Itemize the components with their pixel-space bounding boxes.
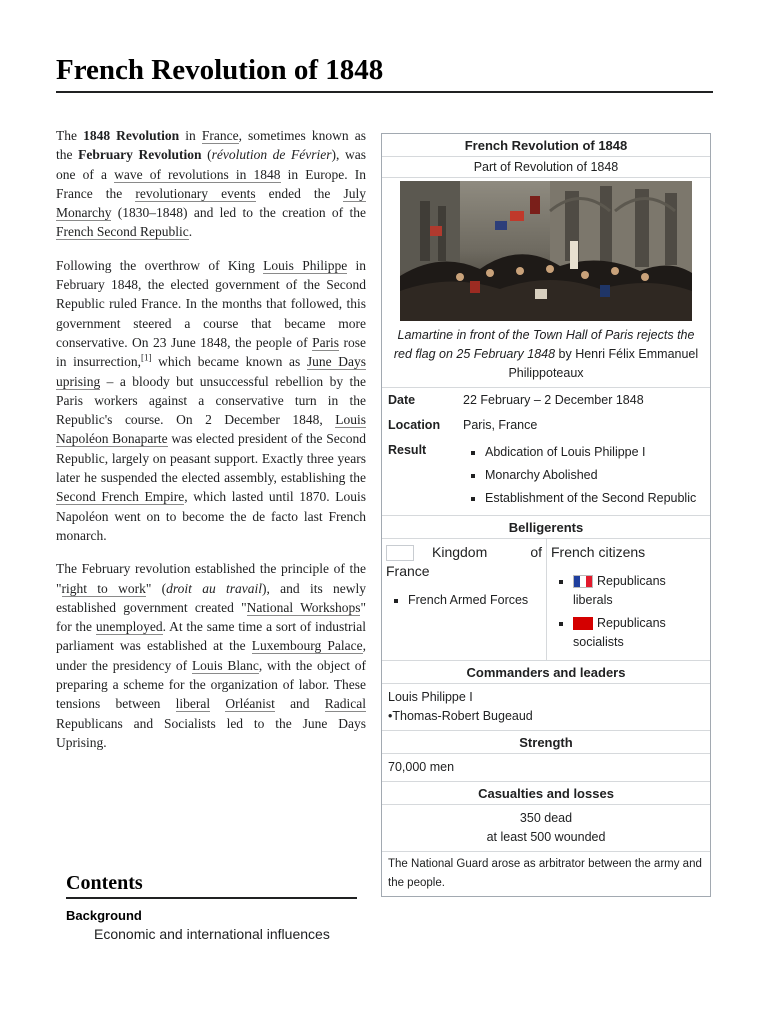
date-value: 22 February – 2 December 1848 [463, 393, 644, 407]
belligerents-row [382, 539, 710, 660]
casualties-values [382, 805, 710, 851]
republicans-socialists-text[interactable]: Republicans socialists [573, 616, 666, 649]
text-run: ended the [255, 185, 344, 201]
text-run: The February revolution established the principle of the " [56, 561, 366, 596]
link-louis-philippe[interactable]: Louis Philippe [263, 257, 348, 273]
bold-term: February Revolution [78, 147, 202, 163]
text-run: rose in insurrection, [56, 334, 367, 370]
strength-header: Strength [382, 730, 710, 754]
caption-italic: Lamartine in front of the Town Hall of Paris rejects the red flag on 25 February 1848 [393, 328, 695, 361]
result-item: ▪ Establishment of the Second Republic [485, 489, 704, 508]
casualties-wounded: at least 500 wounded [486, 830, 606, 844]
strength-value: 70,000 men [388, 760, 455, 774]
commander-item[interactable]: Louis Philippe I [388, 690, 473, 704]
commanders-header: Commanders and leaders [382, 660, 710, 684]
link-french-second-republic[interactable]: French Second Republic [56, 224, 189, 240]
lamartine-painting-image[interactable] [400, 181, 692, 321]
text-run: (1830–1848) and led to the creation of the [111, 205, 366, 221]
text-run: " ( [145, 580, 167, 596]
infobox-row-result [382, 438, 710, 515]
infobox [381, 133, 711, 897]
text-run [210, 696, 225, 711]
text-run: The [56, 128, 84, 143]
commander-name[interactable]: Thomas-Robert Bugeaud [392, 709, 533, 723]
link-louis-napoleon-bonaparte[interactable]: Louis Napoléon Bonaparte [56, 412, 366, 447]
link-wave-of-revolutions[interactable]: wave of revolutions in 1848 [114, 166, 281, 182]
text-run: in [179, 128, 202, 143]
table-of-contents [66, 870, 357, 942]
text-run: , which lasted until 1870. Louis Napoléon went on to become the de facto last French monarch. [56, 489, 367, 543]
contents-divider [66, 897, 357, 899]
text-run: in Europe. In France the [56, 166, 367, 201]
contents-heading: Contents [66, 872, 143, 894]
citizens-forces-list [551, 572, 706, 652]
infobox-subtitle: Part of Revolution of 1848 [382, 157, 710, 178]
location-label: Location [388, 418, 441, 432]
bullet-icon: • [388, 709, 393, 723]
belligerent-kingdom-name [386, 543, 542, 581]
text-run: ( [201, 147, 212, 163]
link-national-workshops[interactable]: National Workshops [246, 599, 361, 615]
result-item: ▪ Monarchy Abolished [485, 466, 704, 485]
text-run: . At the same time a sort of industrial parliament was established at the [56, 619, 366, 654]
commanders-list [382, 684, 710, 730]
link-liberal[interactable]: liberal [175, 696, 211, 712]
citizen-force-item [573, 572, 706, 610]
link-july-monarchy[interactable]: July Monarchy [56, 185, 366, 221]
text-run: Following the overthrow of King [56, 257, 264, 273]
infobox-title: French Revolution of 1848 [382, 134, 710, 157]
kingdom-name-text[interactable]: Kingdom of France [386, 544, 542, 579]
infobox-row-date [382, 388, 710, 413]
paragraph-february-revolution [56, 559, 366, 752]
result-item: ▪ Abdication of Louis Philippe I [485, 443, 704, 462]
toc-item-economic-influences[interactable]: Economic and international influences [94, 926, 330, 942]
belligerent-citizens-name: French citizens [551, 544, 646, 560]
kingdom-forces-list [386, 591, 542, 610]
red-flag-icon [573, 617, 593, 630]
belligerents-header: Belligerents [382, 515, 710, 539]
infobox-row-location [382, 413, 710, 438]
link-revolutionary-events[interactable]: revolutionary events [135, 185, 256, 201]
text-run: , sometimes known as the [56, 128, 366, 163]
commander-item [388, 707, 704, 726]
link-luxembourg-palace[interactable]: Luxembourg Palace [251, 638, 363, 654]
link-orleanist[interactable]: Orléanist [225, 696, 275, 712]
link-second-french-empire[interactable]: Second French Empire [56, 489, 185, 505]
belligerent-kingdom [382, 539, 546, 660]
link-radical[interactable]: Radical [324, 696, 367, 712]
text-run: . [188, 224, 193, 240]
text-run: " for the [56, 599, 366, 635]
caption-credit: by Henri Félix Emmanuel Philippoteaux [508, 347, 699, 380]
link-france[interactable]: France [201, 128, 239, 143]
text-run: , with the object of preparing a scheme for the organization of labor. These tensions between [56, 657, 366, 712]
text-run: Republicans and Socialists led to the June Days Uprising. [56, 715, 366, 750]
link-unemployed[interactable]: unemployed [95, 619, 163, 635]
casualties-dead: 350 dead [519, 811, 573, 825]
link-paris[interactable]: Paris [312, 334, 340, 350]
paragraph-overthrow [56, 256, 366, 545]
paragraph-intro [56, 126, 366, 242]
text-run: , under the presidency of [56, 638, 366, 673]
republicans-liberals-text[interactable]: Republicans liberals [573, 574, 666, 607]
italic-term: droit au travail [166, 580, 262, 596]
toc-item-background[interactable]: Background [66, 908, 142, 923]
infobox-caption [382, 324, 710, 388]
kingdom-force-item[interactable]: ▪ French Armed Forces [408, 591, 542, 610]
link-louis-blanc[interactable]: Louis Blanc [191, 657, 259, 673]
text-run: – a bloody but unsuccessful rebellion by the Paris workers against a conservative turn in the Republic's course. On 2 December 1848, [56, 373, 366, 428]
page-title: French Revolution of 1848 [56, 54, 384, 86]
date-label: Date [388, 393, 416, 407]
text-run: which became known as [151, 354, 307, 370]
result-list [463, 443, 704, 508]
belligerent-citizens [546, 539, 710, 660]
casualties-header: Casualties and losses [382, 781, 710, 805]
text-run: was elected president of the Second Republic, largely on peasant support. Exactly three years later he suspended the elected assembly, establishing the [56, 431, 366, 486]
text-run: and [274, 696, 325, 712]
french-tricolour-flag-icon [573, 575, 593, 588]
text-run: ), and its newly established government created " [56, 580, 366, 615]
result-value [463, 441, 704, 512]
infobox-image-container [382, 178, 710, 324]
link-right-to-work[interactable]: right to work [61, 580, 146, 596]
italic-term: révolution de Février [211, 147, 332, 163]
article-body [56, 126, 366, 766]
title-divider [56, 91, 713, 93]
bold-term: 1848 Revolution [83, 128, 180, 143]
citizen-force-item [573, 614, 706, 652]
location-value: Paris, France [463, 418, 538, 432]
reference-link[interactable]: [1] [141, 352, 152, 363]
link-june-days-uprising[interactable]: June Days uprising [56, 354, 366, 389]
infobox-note: The National Guard arose as arbitrator between the army and the people. [382, 851, 710, 896]
text-run: ), was one of a [56, 147, 366, 182]
result-label: Result [388, 443, 427, 457]
flag-kingdom-icon [386, 545, 414, 561]
text-run: in February 1848, the elected government of the Second Republic ruled France. In the months that followed, this government steered a course that became more conservative. On 23 June 1848, the people of [56, 257, 366, 350]
